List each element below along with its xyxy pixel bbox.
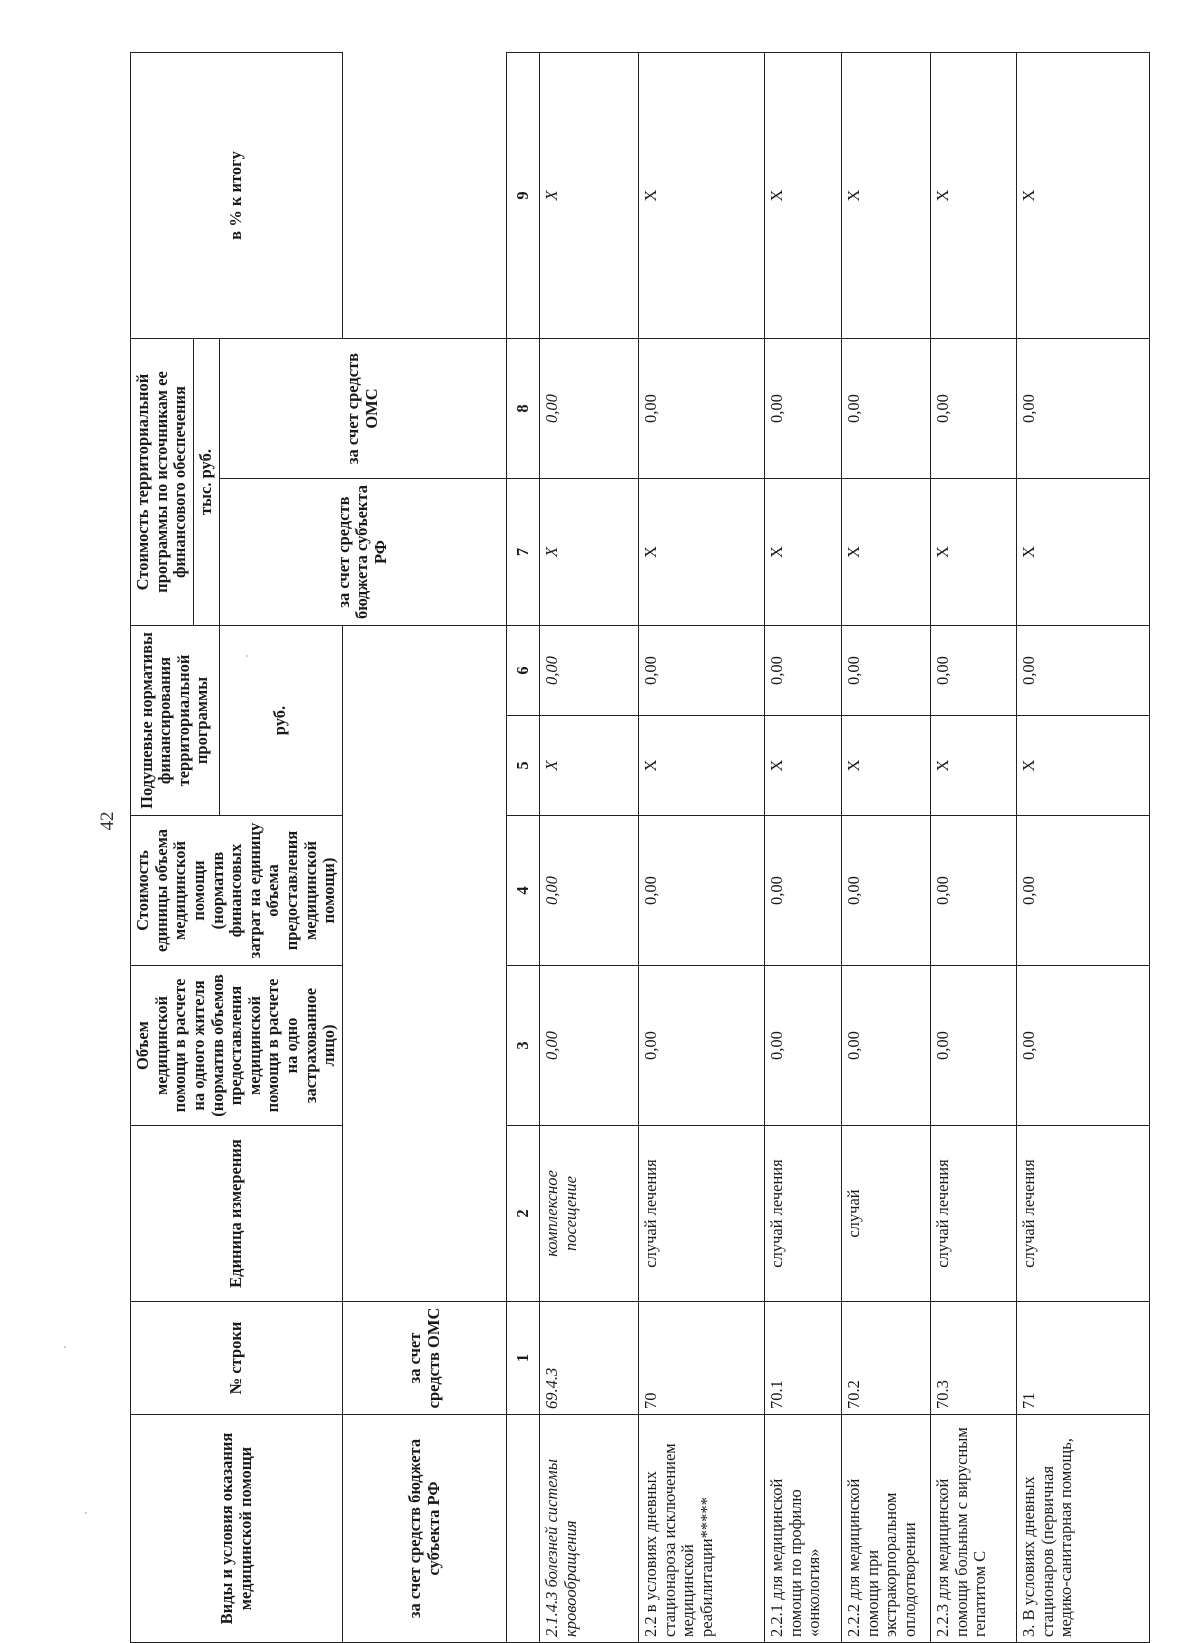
cell-prog-oms: 0,00 — [931, 339, 1017, 479]
table-row — [931, 53, 1017, 1643]
cell-type: 2.2.1 для медицинской помощи по профилю «онкология» — [765, 1415, 842, 1643]
cell-percent: X — [931, 53, 1017, 339]
column-number — [507, 1415, 540, 1643]
header-volume: Объем медицинской помощи в расчете на одного жителя (норматив объемов предоставления медицинской помощи в расчете на одно застрахованное лицо) — [131, 966, 343, 1126]
cell-prog-oms: 0,00 — [540, 339, 639, 479]
cell-pc-oms: 0,00 — [931, 626, 1017, 716]
cell-pc-budget: X — [842, 716, 931, 816]
cell-pc-oms: 0,00 — [765, 626, 842, 716]
cell-percent: X — [765, 53, 842, 339]
cell-pc-budget: X — [639, 716, 765, 816]
page-number: 42 — [97, 811, 118, 831]
cell-prog-budget: X — [842, 479, 931, 626]
cell-volume: 0,00 — [842, 966, 931, 1126]
cell-cost: 0,00 — [639, 816, 765, 966]
column-number: 4 — [507, 816, 540, 966]
cell-cost: 0,00 — [540, 816, 639, 966]
rotated-table-wrapper — [130, 53, 1150, 1643]
cell-prog-oms: 0,00 — [1017, 339, 1150, 479]
table-row — [639, 53, 765, 1643]
header-percent: в % к итогу — [131, 53, 343, 339]
cell-type: 3. В условиях дневных стационаров (первичная медико-санитарная помощь, — [1017, 1415, 1150, 1643]
table-row — [765, 53, 842, 1643]
cell-prog-budget: X — [765, 479, 842, 626]
cell-percent: X — [639, 53, 765, 339]
header-percapita-group: Подушевые нормативы финансирования территориальной программы — [131, 626, 220, 816]
cell-volume: 0,00 — [765, 966, 842, 1126]
header-pc-budget: за счет средств бюджета субъекта РФ — [343, 1415, 507, 1643]
cell-cost: 0,00 — [842, 816, 931, 966]
table-row — [842, 53, 931, 1643]
cell-type: 2.2.2 для медицинской помощи при экстракорпоральном оплодотворении — [842, 1415, 931, 1643]
cell-prog-oms: 0,00 — [639, 339, 765, 479]
cell-pc-oms: 0,00 — [1017, 626, 1150, 716]
cell-rownum: 70 — [639, 1302, 765, 1415]
cell-pc-budget: X — [765, 716, 842, 816]
cell-pc-oms: 0,00 — [540, 626, 639, 716]
cell-pc-budget: X — [1017, 716, 1150, 816]
cell-rownum: 70.1 — [765, 1302, 842, 1415]
header-prog-budget: за счет средств бюджета субъекта РФ — [219, 479, 506, 626]
norms-table — [130, 52, 1150, 1643]
cell-unit: случай лечения — [1017, 1126, 1150, 1302]
header-pc-oms: за счет средств ОМС — [343, 1302, 507, 1415]
cell-rownum: 69.4.3 — [540, 1302, 639, 1415]
header-row-4 — [343, 53, 507, 1643]
header-unit: Единица измерения — [131, 1126, 343, 1302]
cell-cost: 0,00 — [765, 816, 842, 966]
header-unit-rub: руб. — [219, 626, 342, 816]
cell-volume: 0,00 — [540, 966, 639, 1126]
table-row — [1017, 53, 1150, 1643]
header-unit-thousand-rub: тыс. руб. — [193, 339, 219, 626]
cell-unit: случай лечения — [931, 1126, 1017, 1302]
column-number-row — [507, 53, 540, 1643]
table-row — [540, 53, 639, 1643]
cell-pc-budget: X — [540, 716, 639, 816]
cell-prog-budget: X — [639, 479, 765, 626]
cell-type: 2.1.4.3 болезней системы кровообращения — [540, 1415, 639, 1643]
cell-unit: случай лечения — [639, 1126, 765, 1302]
cell-type: 2.2.3 для медицинской помощи больным с вирусным гепатитом С — [931, 1415, 1017, 1643]
column-number: 9 — [507, 53, 540, 339]
cell-volume: 0,00 — [639, 966, 765, 1126]
header-cost: Стоимость единицы объема медицинской помощи (норматив финансовых затрат на единицу объема предоставления медицинской помощи) — [131, 816, 343, 966]
cell-unit: случай — [842, 1126, 931, 1302]
cell-volume: 0,00 — [1017, 966, 1150, 1126]
cell-rownum: 71 — [1017, 1302, 1150, 1415]
column-number: 8 — [507, 339, 540, 479]
cell-pc-oms: 0,00 — [639, 626, 765, 716]
cell-rownum: 70.3 — [931, 1302, 1017, 1415]
header-prog-oms: за счет средств ОМС — [219, 339, 506, 479]
cell-prog-oms: 0,00 — [842, 339, 931, 479]
column-number: 7 — [507, 479, 540, 626]
header-program-group: Стоимость территориальной программы по источникам ее финансового обеспечения — [131, 339, 194, 626]
cell-unit: случай лечения — [765, 1126, 842, 1302]
cell-percent: X — [540, 53, 639, 339]
header-row-1 — [131, 53, 194, 1643]
header-type: Виды и условия оказания медицинской помощи — [131, 1415, 343, 1643]
cell-prog-budget: X — [540, 479, 639, 626]
column-number: 6 — [507, 626, 540, 716]
cell-volume: 0,00 — [931, 966, 1017, 1126]
cell-prog-budget: X — [931, 479, 1017, 626]
cell-type: 2.2 в условиях дневных стационароза исключением медицинской реабилитации***** — [639, 1415, 765, 1643]
column-number: 5 — [507, 716, 540, 816]
scan-speck — [64, 1346, 66, 1348]
cell-cost: 0,00 — [931, 816, 1017, 966]
cell-pc-oms: 0,00 — [842, 626, 931, 716]
cell-prog-oms: 0,00 — [765, 339, 842, 479]
cell-prog-budget: X — [1017, 479, 1150, 626]
scan-speck — [85, 1512, 87, 1514]
cell-percent: X — [1017, 53, 1150, 339]
cell-unit: комплексное посещение — [540, 1126, 639, 1302]
cell-cost: 0,00 — [1017, 816, 1150, 966]
cell-rownum: 70.2 — [842, 1302, 931, 1415]
cell-percent: X — [842, 53, 931, 339]
header-rownum: № строки — [131, 1302, 343, 1415]
column-number: 2 — [507, 1126, 540, 1302]
cell-pc-budget: X — [931, 716, 1017, 816]
column-number: 3 — [507, 966, 540, 1126]
column-number: 1 — [507, 1302, 540, 1415]
